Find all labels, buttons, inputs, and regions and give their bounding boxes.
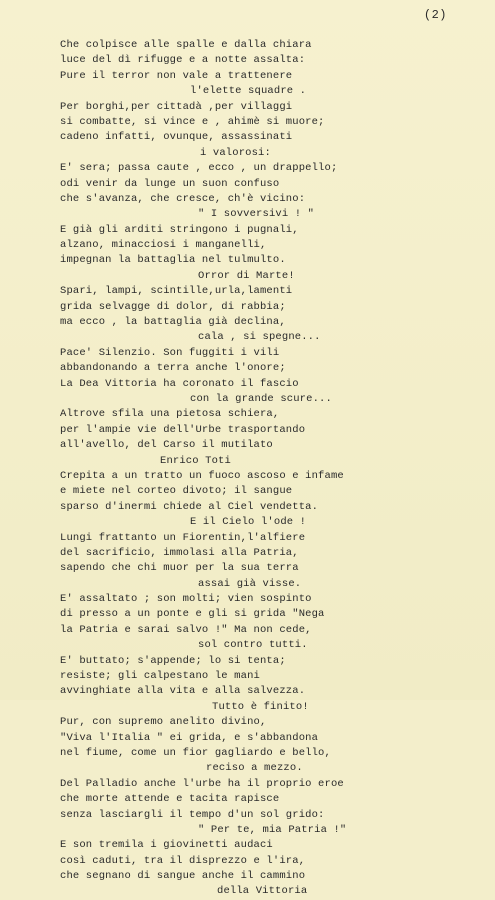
poem-line: abbandonando a terra anche l'onore;: [60, 362, 286, 375]
poem-line: grida selvagge di dolor, di rabbia;: [60, 300, 286, 313]
poem-line: La Dea Vittoria ha coronato il fascio: [60, 377, 299, 390]
poem-line: e miete nel corteo divoto; il sangue: [60, 485, 293, 498]
poem-line: Lungi frattanto un Fiorentin,l'alfiere: [60, 531, 306, 544]
poem-line: che segnano di sangue anche il cammino: [60, 870, 306, 883]
poem-line: Tutto è finito!: [212, 700, 309, 713]
poem-line: con la grande scure...: [190, 392, 332, 405]
poem-line: all'avello, del Carso il mutilato: [60, 439, 273, 452]
poem-line: E già gli arditi stringono i pugnali,: [60, 223, 299, 236]
poem-line: Del Palladio anche l'urbe ha il proprio eroe: [60, 777, 344, 790]
poem-line: l'elette squadre .: [190, 85, 307, 98]
poem-line: che morte attende e tacita rapisce: [60, 793, 280, 806]
poem-line: Pur, con supremo anelito divino,: [60, 716, 267, 729]
poem-line: reciso a mezzo.: [206, 762, 303, 775]
poem-line: i valorosi:: [200, 146, 271, 159]
poem-line: E' buttato; s'appende; lo si tenta;: [60, 654, 286, 667]
poem-line: E son tremila i giovinetti audaci: [60, 839, 273, 852]
page-number: (2): [423, 8, 447, 22]
poem-line: E' sera; passa caute , ecco , un drappello;: [60, 162, 338, 175]
poem-line: Che colpisce alle spalle e dalla chiara: [60, 39, 312, 51]
poem-line: Spari, lampi, scintille,urla,lamenti: [60, 285, 293, 298]
poem-line: sapendo che chi muor per la sua terra: [60, 562, 299, 575]
poem-line: cala , si spegne...: [198, 331, 321, 344]
poem-line: senza lasciargli il tempo d'un sol grido:: [60, 808, 325, 821]
poem-line: impegnan la battaglia nel tulmulto.: [60, 254, 286, 267]
poem-line: così caduti, tra il disprezzo e l'ira,: [60, 854, 306, 867]
poem-line: che s'avanza, che cresce, ch'è vicino:: [60, 192, 306, 205]
poem-line: della Vittoria: [217, 885, 308, 898]
poem-line: Orror di Marte!: [198, 269, 295, 282]
poem-line: si combatte, si vince e , ahimè si muore;: [60, 115, 325, 128]
poem-line: nel fiume, come un fior gagliardo e bello,: [60, 746, 331, 759]
poem-line: "Viva l'Italia " ei grida, e s'abbandona: [60, 731, 319, 744]
poem-line: E' assaltato ; son molti; vien sospinto: [60, 593, 312, 606]
poem-line: Pure il terror non vale a trattenere: [60, 69, 293, 82]
poem-line: Pace' Silenzio. Son fuggiti i vili: [60, 346, 280, 359]
poem-line: Crepita a un tratto un fuoco ascoso e infame: [60, 469, 344, 482]
poem-line: " Per te, mia Patria !": [198, 823, 347, 836]
poem-line: la Patria e sarai salvo !" Ma non cede,: [60, 623, 312, 636]
poem-line: avvinghiate alla vita e alla salvezza.: [60, 685, 306, 698]
poem-line: E il Cielo l'ode !: [190, 516, 307, 529]
poem-line: luce del dì rifugge e a notte assalta:: [60, 54, 306, 67]
poem-line: Enrico Toti: [160, 454, 231, 467]
poem-line: odi venir da lunge un suon confuso: [60, 177, 280, 190]
poem-line: sparso d'inermi chiede al Ciel vendetta.: [60, 500, 319, 513]
poem-line: del sacrificio, immolasi alla Patria,: [60, 546, 299, 559]
poem-line: per l'ampie vie dell'Urbe trasportando: [60, 423, 306, 436]
poem-line: resiste; gli calpestano le mani: [60, 670, 260, 683]
poem-text: [60, 38, 480, 900]
poem-line: di presso a un ponte e gli si grida "Nega: [60, 608, 325, 621]
poem-line: sol contro tutti.: [198, 639, 308, 652]
poem-line: Per borghi,per cittadà ,per villaggi: [60, 100, 293, 113]
poem-line: cadeno infatti, ovunque, assassinati: [60, 131, 293, 144]
poem-line: alzano, minacciosi i manganelli,: [60, 239, 267, 252]
poem-line: Altrove sfila una pietosa schiera,: [60, 408, 280, 421]
poem-line: ma ecco , la battaglia già declina,: [60, 316, 286, 329]
poem-line: assai già visse.: [198, 577, 302, 590]
poem-line: " I sovversivi ! ": [198, 208, 315, 221]
